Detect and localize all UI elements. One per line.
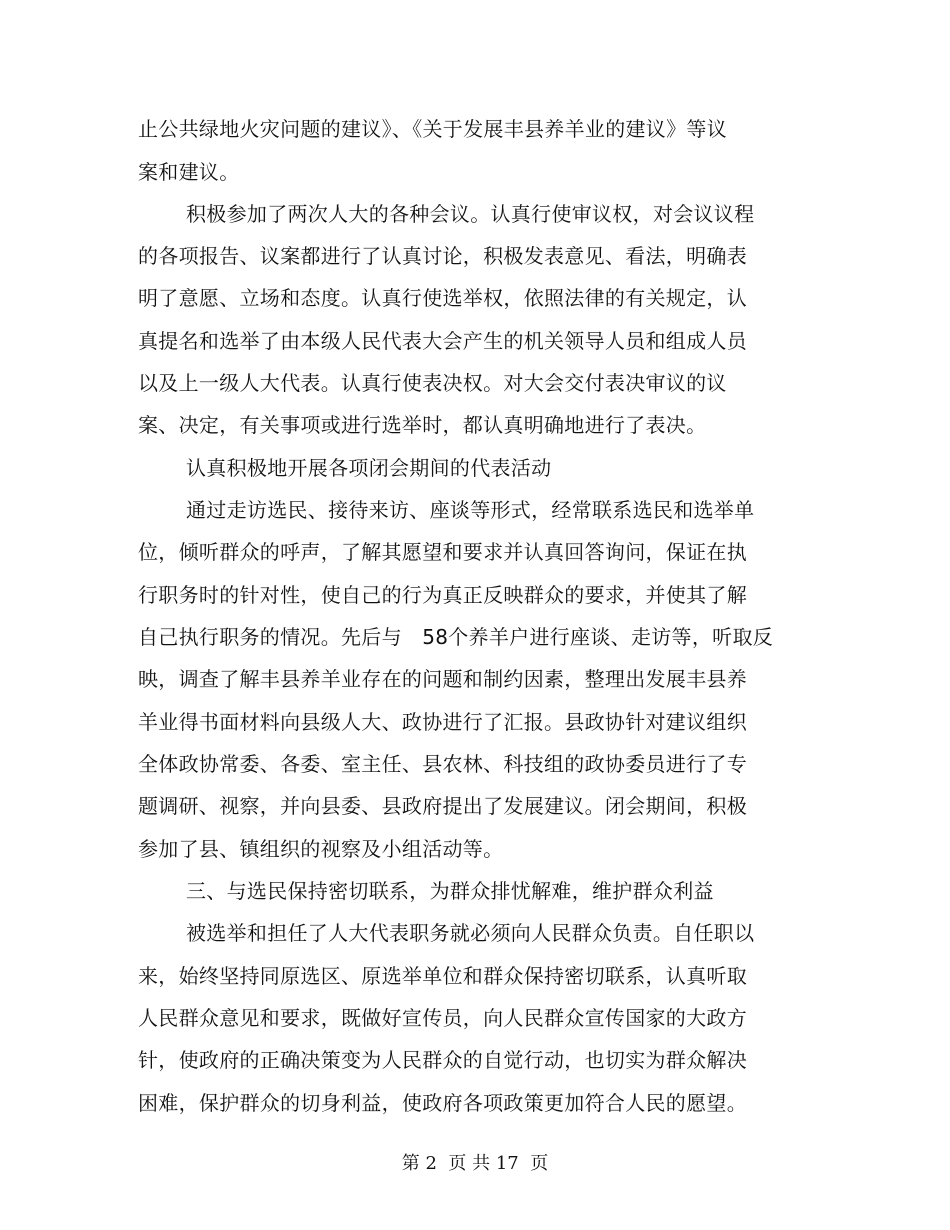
text-line: 通过走访选民、接待来访、座谈等形式，经常联系选民和选举单: [186, 498, 755, 522]
text-line: 困难，保护群众的切身利益，使政府各项政策更加符合人民的愿望。: [138, 1091, 747, 1115]
page-number-footer: 第 2 页 共 17 页: [401, 1153, 549, 1174]
text-line: 案、决定，有关事项或进行选举时，都认真明确地进行了表决。: [138, 413, 707, 437]
text-line: 位，倾听群众的呼声，了解其愿望和要求并认真回答询问，保证在执: [138, 540, 747, 564]
text-line: 映，调查了解丰县养羊业存在的问题和制约因素，整理出发展丰县养: [138, 667, 747, 691]
text-line: 题调研、视察，并向县委、县政府提出了发展建议。闭会期间，积极: [138, 794, 747, 818]
text-line: 羊业得书面材料向县级人大、政协进行了汇报。县政协针对建议组织: [138, 710, 747, 734]
text-line: 针，使政府的正确决策变为人民群众的自觉行动，也切实为群众解决: [138, 1048, 747, 1072]
text-line: 参加了县、镇组织的视察及小组活动等。: [138, 837, 504, 861]
text-line: 以及上一级人大代表。认真行使表决权。对大会交付表决审议的议: [138, 371, 727, 395]
text-line: 来，始终坚持同原选区、原选举单位和群众保持密切联系，认真听取: [138, 964, 747, 988]
text-line: 被选举和担任了人大代表职务就必须向人民群众负责。自任职以: [186, 921, 755, 945]
text-line: 人民群众意见和要求，既做好宣传员，向人民群众宣传国家的大政方: [138, 1006, 747, 1030]
text-line: 积极参加了两次人大的各种会议。认真行使审议权，对会议议程: [186, 202, 755, 226]
text-line: 真提名和选举了由本级人民代表大会产生的机关领导人员和组成人员: [138, 329, 747, 353]
text-line: 自己执行职务的情况。先后与 58个养羊户进行座谈、走访等，听取反: [138, 625, 774, 649]
text-line: 案和建议。: [138, 160, 240, 184]
text-line: 全体政协常委、各委、室主任、县农林、科技组的政协委员进行了专: [138, 752, 747, 776]
section-heading: 认真积极地开展各项闭会期间的代表活动: [186, 456, 552, 480]
text-line: 止公共绿地火灾问题的建议》、《关于发展丰县养羊业的建议》等议: [138, 117, 727, 141]
text-line: 行职务时的针对性，使自己的行为真正反映群众的要求，并使其了解: [138, 583, 747, 607]
text-line: 的各项报告、议案都进行了认真讨论，积极发表意见、看法，明确表: [138, 244, 747, 268]
section-heading: 三、与选民保持密切联系，为群众排忧解难，维护群众利益: [186, 879, 714, 903]
text-line: 明了意愿、立场和态度。认真行使选举权，依照法律的有关规定，认: [138, 286, 747, 310]
